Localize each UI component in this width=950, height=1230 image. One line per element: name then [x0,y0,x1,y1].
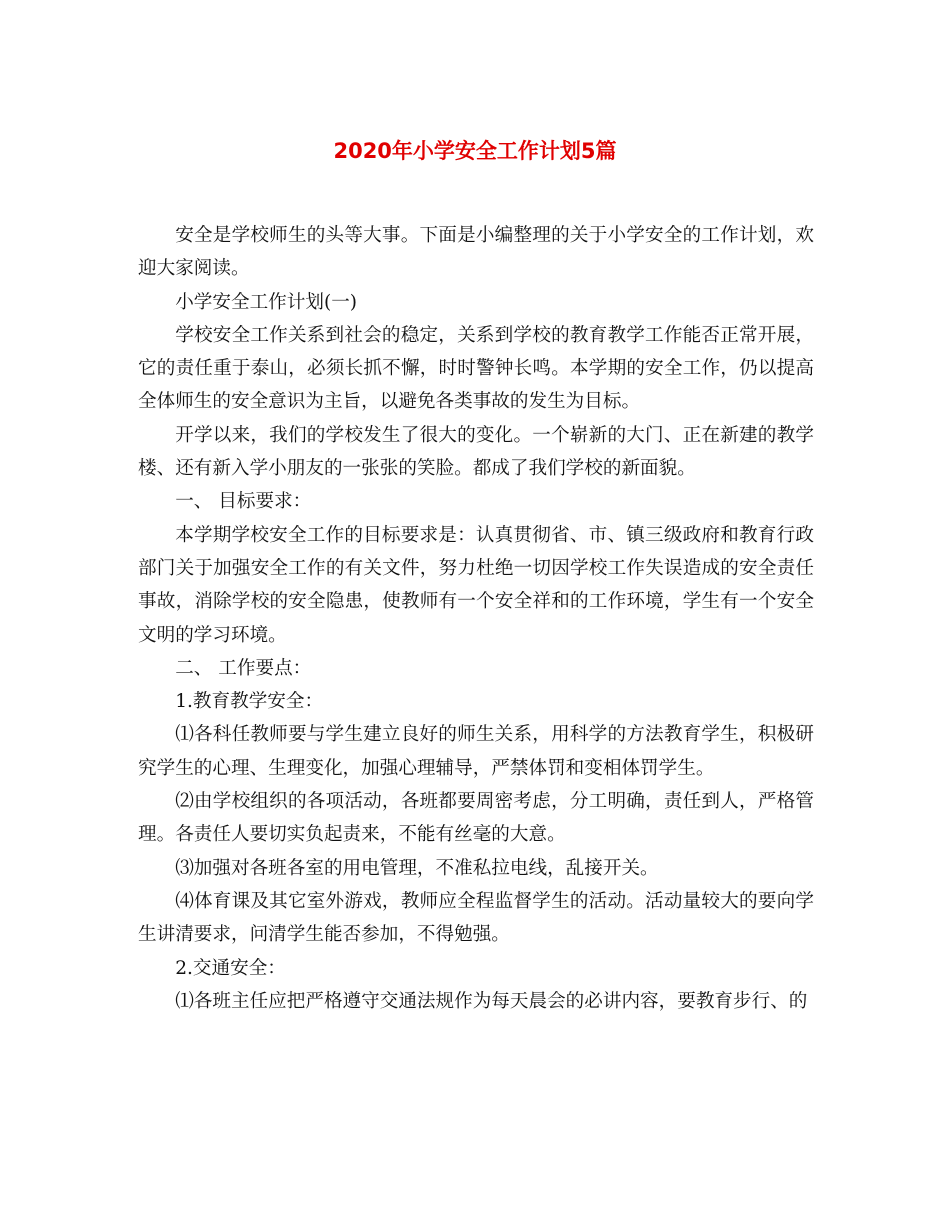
document-body [138,219,814,1018]
section-heading-plan-one: 小学安全工作计划(一) [175,291,358,313]
section-heading-goals: 一、 目标要求： [175,491,312,513]
body-paragraph: 学校安全工作关系到社会的稳定，关系到学校的教育教学工作能否正常开展，它的责任重于泰山，必须长抓不懈，时时警钟长鸣。本学期的安全工作，仍以提高全体师生的安全意识为主旨，以避免各类事故的发生为目标。 [138,324,814,413]
list-item: ⑷体育课及其它室外游戏，教师应全程监督学生的活动。活动量较大的要向学生讲清要求，问清学生能否参加，不得勉强。 [138,890,814,946]
list-item: ⑶加强对各班各室的用电管理，不准私拉电线，乱接开关。 [175,857,659,879]
intro-paragraph: 安全是学校师生的头等大事。下面是小编整理的关于小学安全的工作计划，欢迎大家阅读。 [138,225,814,280]
list-item: ⑴各班主任应把严格遵守交通法规作为每天晨会的必讲内容，要教育步行、的 [175,990,808,1012]
subheading-teaching-safety: 1.教育教学安全： [175,691,324,713]
subheading-traffic-safety: 2.交通安全： [175,957,286,979]
section-heading-key-points: 二、 工作要点： [175,657,312,679]
body-paragraph: 开学以来，我们的学校发生了很大的变化。一个崭新的大门、正在新建的教学楼、还有新入学小朋友的一张张的笑脸。都成了我们学校的新面貌。 [138,424,814,480]
body-paragraph: 本学期学校安全工作的目标要求是：认真贯彻省、市、镇三级政府和教育行政部门关于加强安全工作的有关文件，努力杜绝一切因学校工作失误造成的安全责任事故，消除学校的安全隐患，使教师有一个安全祥和的工作环境，学生有一个安全文明的学习环境。 [138,524,814,646]
list-item: ⑵由学校组织的各项活动，各班都要周密考虑，分工明确，责任到人，严格管理。各责任人要切实负起责来，不能有丝毫的大意。 [138,791,814,846]
document-title: 2020年小学安全工作计划5篇 [333,139,617,163]
list-item: ⑴各科任教师要与学生建立良好的师生关系，用科学的方法教育学生，积极研究学生的心理、生理变化，加强心理辅导，严禁体罚和变相体罚学生。 [138,724,814,779]
